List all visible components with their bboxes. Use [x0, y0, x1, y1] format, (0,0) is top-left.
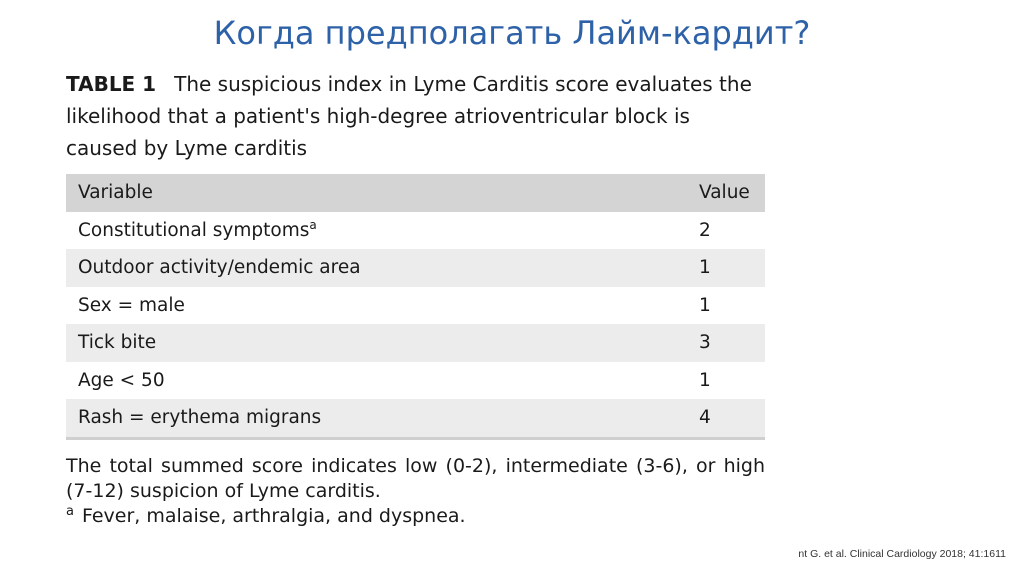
- value-cell: 1: [699, 249, 765, 287]
- table-row: [66, 399, 765, 438]
- variable-cell: Constitutional symptoms$^a$: [78, 217, 317, 241]
- citation: nt G. et al. Clinical Cardiology 2018; 41:1611: [798, 548, 1006, 560]
- slide-title: Когда предполагать Лайм-кардит?: [213, 14, 811, 52]
- footnote-mark: a: [66, 503, 74, 519]
- variable-cell: Tick bite: [66, 324, 699, 362]
- table-header-row: [66, 174, 765, 212]
- score-note: The total summed score indicates low (0-2), intermediate (3-6), or high (7-12) suspicion of Lyme carditis.: [66, 455, 765, 502]
- symptom-note: $^a$ Fever, malaise, arthralgia, and dyspnea.: [66, 503, 466, 527]
- score-table: [66, 174, 765, 440]
- table-row: [66, 249, 765, 287]
- variable-cell: Outdoor activity/endemic area: [66, 249, 699, 287]
- table-label: TABLE 1: [66, 72, 157, 96]
- variable-cell: Sex = male: [78, 294, 185, 316]
- value-cell: 1: [699, 369, 711, 391]
- table-row: [66, 212, 765, 250]
- value-cell: 1: [699, 294, 711, 316]
- footnote-mark: a: [309, 217, 317, 232]
- table-footnotes: [66, 454, 765, 529]
- variable-cell: Age < 50: [78, 369, 165, 391]
- header-variable: Variable: [66, 174, 699, 212]
- header-value: Value: [699, 174, 765, 212]
- table-caption-text: The suspicious index in Lyme Carditis score evaluates the likelihood that a patient's high-degree atrioventricular block is caused by Lyme carditis: [66, 72, 752, 160]
- table-caption: [66, 68, 766, 164]
- table-row: [66, 324, 765, 362]
- table-row: [66, 362, 765, 400]
- variable-cell: Rash = erythema migrans: [66, 399, 699, 438]
- value-cell: 2: [699, 219, 711, 241]
- value-cell: 3: [699, 324, 765, 362]
- table-row: [66, 287, 765, 325]
- value-cell: 4: [699, 399, 765, 438]
